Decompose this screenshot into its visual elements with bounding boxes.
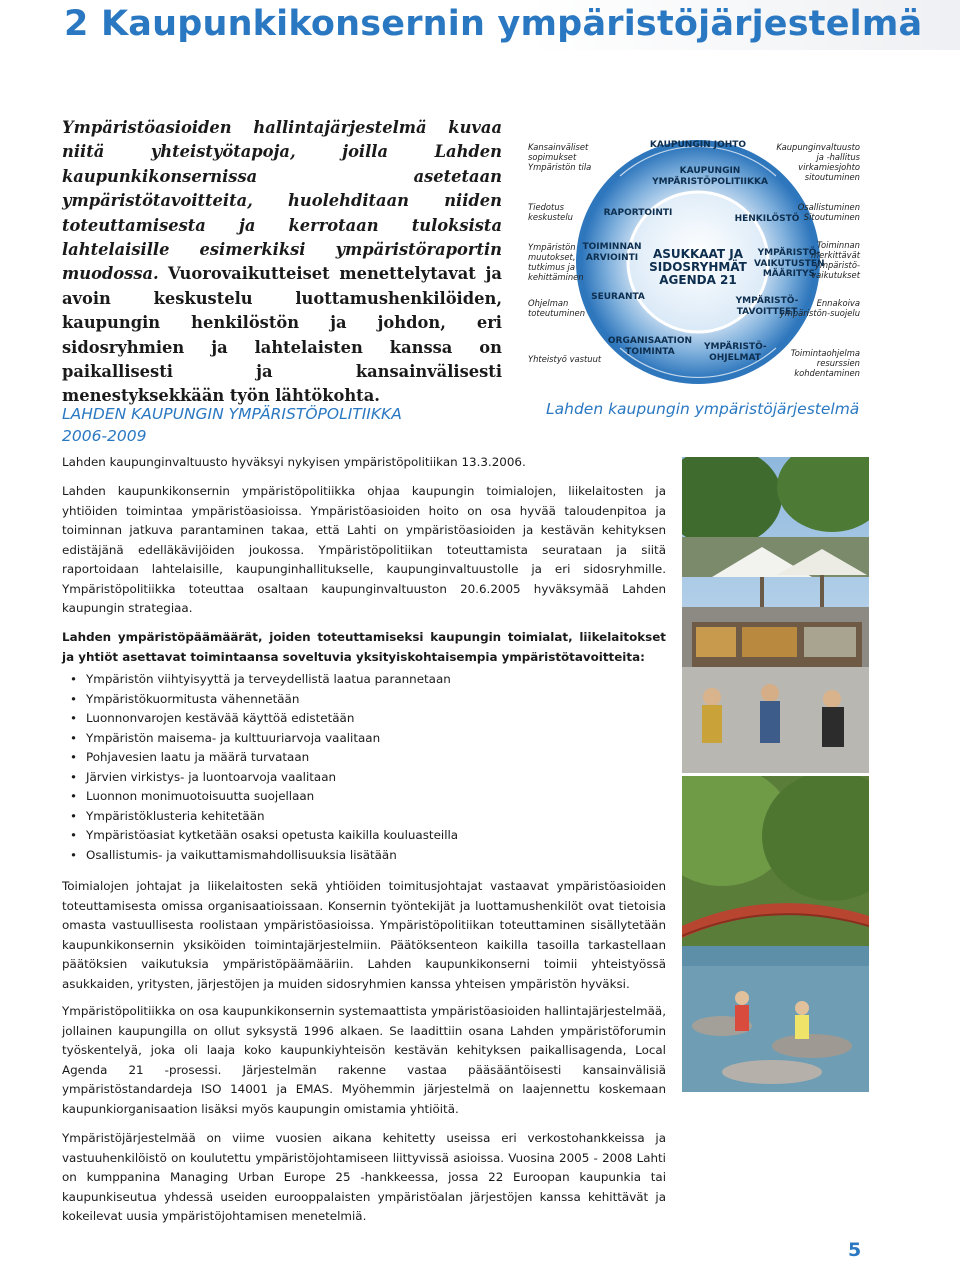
market-square-illustration xyxy=(682,457,869,773)
list-item: • Järvien virkistys- ja luontoarvoja vaalitaan xyxy=(62,768,662,788)
label-city-management: KAUPUNGIN JOHTO xyxy=(649,140,747,150)
note-cooperation: Yhteistyö vastuut xyxy=(528,354,602,364)
label-residents-stakeholders: ASUKKAAT JA SIDOSRYHMÄT AGENDA 21 xyxy=(649,247,747,287)
note-significant-impacts: Toiminnan merkittävät ympäristö-vaikutukset xyxy=(810,240,860,280)
list-item: • Ympäristöklusteria kehitetään xyxy=(62,807,662,827)
list-item: • Ympäristöasiat kytketään osaksi opetusta kaikilla kouluasteilla xyxy=(62,826,662,846)
list-item: • Ympäristön maisema- ja kulttuuriarvoja vaalitaan xyxy=(62,729,662,749)
intro-paragraph xyxy=(62,116,502,409)
note-communication: Tiedotus keskustelu xyxy=(528,202,573,222)
section-heading-years: 2006-2009 xyxy=(62,427,147,445)
intro-lead: Ympäristöasioiden hallintajärjestelmä kuvaa niitä yhteistyötapoja, joilla Lahden kaupunkikonsernissa asetetaan ympäristötavoitteita, huolehditaan niiden toteuttamisesta ja kerrotaan tuloksista lahtelaisille esimerkiksi ympäristöraportin muodossa. xyxy=(62,118,502,284)
environmental-system-diagram xyxy=(520,124,864,384)
label-organisation-activities: ORGANISAATION TOIMINTA xyxy=(607,336,693,357)
river-bridge-photo xyxy=(682,776,869,1092)
network-paragraph: Ympäristöjärjestelmää on viime vuosien aikana kehitetty useissa eri verkostohankkeissa ja vastuuhenkilöistö on koulutettu ympäristöjohtamiseen liittyvissä asioissa. Vuosina 2005 - 2008 Lahti on kumppanina Managing Urban Europe 25 -hankkeessa, jossa 22 Euroopan kaupunkia tai kaupunkiseutua yhdessä useiden eurooppalaisten ympäristöalan järjestöjen kanssa kehittävät ja kokeilevat uusia ympäristöjohtamisen menetelmiä. xyxy=(62,1131,666,1223)
goals-intro-paragraph: Lahden ympäristöpäämäärät, joiden toteuttamiseksi kaupungin toimialat, liikelaitokset ja yhtiöt asettavat toimintaansa soveltuvia yksityiskohtaisempia ympäristötavoitteita: xyxy=(62,630,666,664)
note-international-agreements: Kansainväliset sopimukset Ympäristön tila xyxy=(528,142,592,172)
note-environment-changes: Ympäristön muutokset, tutkimus ja kehittäminen xyxy=(528,242,584,282)
list-item: • Luonnonvarojen kestävää käyttöä edistetään xyxy=(62,709,662,729)
label-reporting: RAPORTOINTI xyxy=(603,208,673,218)
page-title: 2 Kaupunkikonsernin ympäristöjärjestelmä xyxy=(64,4,923,44)
label-environmental-targets: YMPÄRISTÖ-TAVOITTEET xyxy=(735,296,799,317)
diagram-caption: Lahden kaupungin ympäristöjärjestelmä xyxy=(546,400,860,418)
label-environmental-programmes: YMPÄRISTÖ-OHJELMAT xyxy=(704,342,767,363)
list-item: • Ympäristökuormitusta vähennetään xyxy=(62,690,662,710)
page-number: 5 xyxy=(848,1239,862,1261)
section-heading xyxy=(62,403,402,447)
note-proactive-protection: Ennakoiva ympäristön-suojelu xyxy=(779,298,860,318)
list-item: • Luonnon monimuotoisuutta suojellaan xyxy=(62,787,662,807)
label-environmental-policy: KAUPUNGIN YMPÄRISTÖPOLITIIKKA xyxy=(652,166,768,187)
section-heading-title: LAHDEN KAUPUNGIN YMPÄRISTÖPOLITIIKKA xyxy=(62,405,402,423)
list-item: • Pohjavesien laatu ja määrä turvataan xyxy=(62,748,662,768)
market-square-photo xyxy=(682,457,869,773)
note-programme-realisation: Ohjelman toteutuminen xyxy=(528,298,585,318)
label-staff: HENKILÖSTÖ xyxy=(734,214,800,224)
label-impact-assessment: YMPÄRISTÖ-VAIKUTUSTEN MÄÄRITYS xyxy=(754,248,825,279)
environmental-goals-list xyxy=(62,670,662,865)
note-participation: Osallistuminen Sitoutuminen xyxy=(797,202,860,222)
policy-paragraph: Lahden kaupunkikonsernin ympäristöpolitiikka ohjaa kaupungin toimialojen, liikelaitosten ja yhtiöiden toimintaa ympäristöasioissa. Ympäristöasioiden hoito on osa hyvää taloudenpitoa ja toiminnan jatkuva parantaminen takaa, että Lahti on ympäristöasioiden ja kestävän kehityksen edistäjänä edelläkävijöiden joukossa. Ympäristöpolitiikan toteuttamista seurataan ja siitä raportoidaan lahtelaisille, kaupunginhallitukselle, kaupunginvaltuustolle ja eri sidosryhmille. Ympäristöpolitiikka toteuttaa osaltaan kaupunginvaltuuston 20.6.2005 hyväksymää Lahden kaupungin strategiaa. xyxy=(62,484,666,615)
river-bridge-illustration xyxy=(682,776,869,1092)
note-action-programme: Toimintaohjelma resurssien kohdentaminen xyxy=(790,348,860,378)
list-item: • Ympäristön viihtyisyyttä ja terveydellistä laatua parannetaan xyxy=(62,670,662,690)
note-council-commitment: Kaupunginvaltuusto ja -hallitus virkamiesjohto sitoutuminen xyxy=(776,142,860,182)
approval-paragraph: Lahden kaupunginvaltuusto hyväksyi nykyisen ympäristöpolitiikan 13.3.2006. xyxy=(62,455,526,469)
label-monitoring: SEURANTA xyxy=(591,292,645,302)
list-item: • Osallistumis- ja vaikuttamismahdollisuuksia lisätään xyxy=(62,846,662,866)
label-evaluation: TOIMINNAN ARVIOINTI xyxy=(582,242,642,263)
system-paragraph: Ympäristöpolitiikka on osa kaupunkikonsernin systemaattista ympäristöasioiden hallintajärjestelmää, jollainen kaupungilla on ollut syksystä 1996 alkaen. Se laadittiin osana Lahden ympäristöforumin työskentelyä, joka oli laaja koko kaupunkiyhteisön kestävän kehityksen paikallisagenda, Local Agenda 21 -prosessi. Järjestelmän rakenne vastaa pääsääntöisesti kansainvälisiä ympäristöstandardeja ISO 14001 ja EMAS. Myöhemmin järjestelmä on laajennettu koskemaan kaupunkiorganisaation lisäksi myös kaupungin omistamia yhtiöitä. xyxy=(62,1004,666,1116)
responsibility-paragraph: Toimialojen johtajat ja liikelaitosten sekä yhtiöiden toimitusjohtajat vastaavat ympäristöasioiden toteuttamisesta omissa organisaatioissaan. Konsernin työntekijät ja luottamushenkilöt ovat tietoisia omasta vastuullisesta roolistaan ympäristöasioissa. Ympäristöpolitiikan toteuttaminen sisällytetään kaupunkikonsernin yksiköiden toimintajärjestelmiin. Päätöksenteon kaikilla tasoilla tarkastellaan päätöksien vaikutuksia ympäristöpäämääriin. Lahden kaupunkikonserni toimii yhteistyössä asukkaiden, yritysten, järjestöjen ja muiden sidosryhmien kanssa yhteisen ympäristön hyväksi. xyxy=(62,879,666,991)
intro-rest: Vuorovaikutteiset menettelytavat ja avoin keskustelu luottamushenkilöiden, kaupungin henkilöstön ja johdon, eri sidosryhmien ja lahtelaisten kanssa on paikallisesti ja kansainvälisesti menestyksekkään työn lähtökohta. xyxy=(62,264,502,406)
